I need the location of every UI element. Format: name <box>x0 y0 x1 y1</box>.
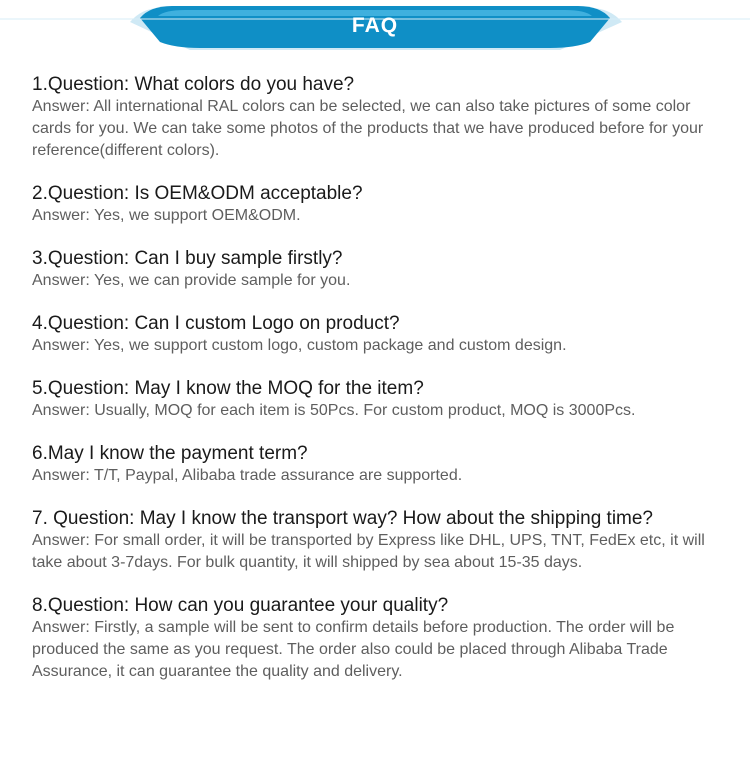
faq-item-7 <box>32 508 732 574</box>
page-title: FAQ <box>351 14 399 37</box>
faq-question: 4.Question: Can I custom Logo on product? <box>32 313 400 334</box>
faq-question: 7. Question: May I know the transport way? How about the shipping time? <box>32 508 653 529</box>
faq-item-4 <box>32 313 732 357</box>
faq-answer: Answer: Usually, MOQ for each item is 50Pcs. For custom product, MOQ is 3000Pcs. <box>32 402 636 419</box>
faq-answer: Answer: For small order, it will be transported by Express like DHL, UPS, TNT, FedEx etc, it will take about 3-7days. For bulk quantity, it will shipped by sea about 15-35 days. <box>32 532 705 571</box>
faq-answer: Answer: Yes, we support custom logo, custom package and custom design. <box>32 337 567 354</box>
faq-item-1 <box>32 74 732 162</box>
faq-item-2 <box>32 183 732 227</box>
faq-question: 8.Question: How can you guarantee your quality? <box>32 595 449 616</box>
faq-item-5 <box>32 378 732 422</box>
faq-answer: Answer: T/T, Paypal, Alibaba trade assurance are supported. <box>32 467 463 484</box>
faq-answer: Answer: Yes, we support OEM&ODM. <box>32 207 301 224</box>
faq-answer: Answer: All international RAL colors can be selected, we can also take pictures of some color cards for you. We can take some photos of the products that we have produced before for your reference(different colors). <box>32 98 704 159</box>
faq-question: 2.Question: Is OEM&ODM acceptable? <box>32 183 363 204</box>
faq-banner <box>0 0 750 60</box>
faq-item-8 <box>32 595 732 683</box>
faq-question: 1.Question: What colors do you have? <box>32 74 355 95</box>
faq-question: 5.Question: May I know the MOQ for the item? <box>32 378 424 399</box>
faq-list <box>32 74 732 704</box>
faq-question: 6.May I know the payment term? <box>32 443 308 464</box>
faq-item-6 <box>32 443 732 487</box>
faq-question: 3.Question: Can I buy sample firstly? <box>32 248 343 269</box>
faq-item-3 <box>32 248 732 292</box>
faq-answer: Answer: Yes, we can provide sample for you. <box>32 272 351 289</box>
faq-answer: Answer: Firstly, a sample will be sent to confirm details before production. The order will be produced the same as you request. The order also could be placed through Alibaba Trade Assurance, it can guarantee the quality and delivery. <box>32 619 675 680</box>
